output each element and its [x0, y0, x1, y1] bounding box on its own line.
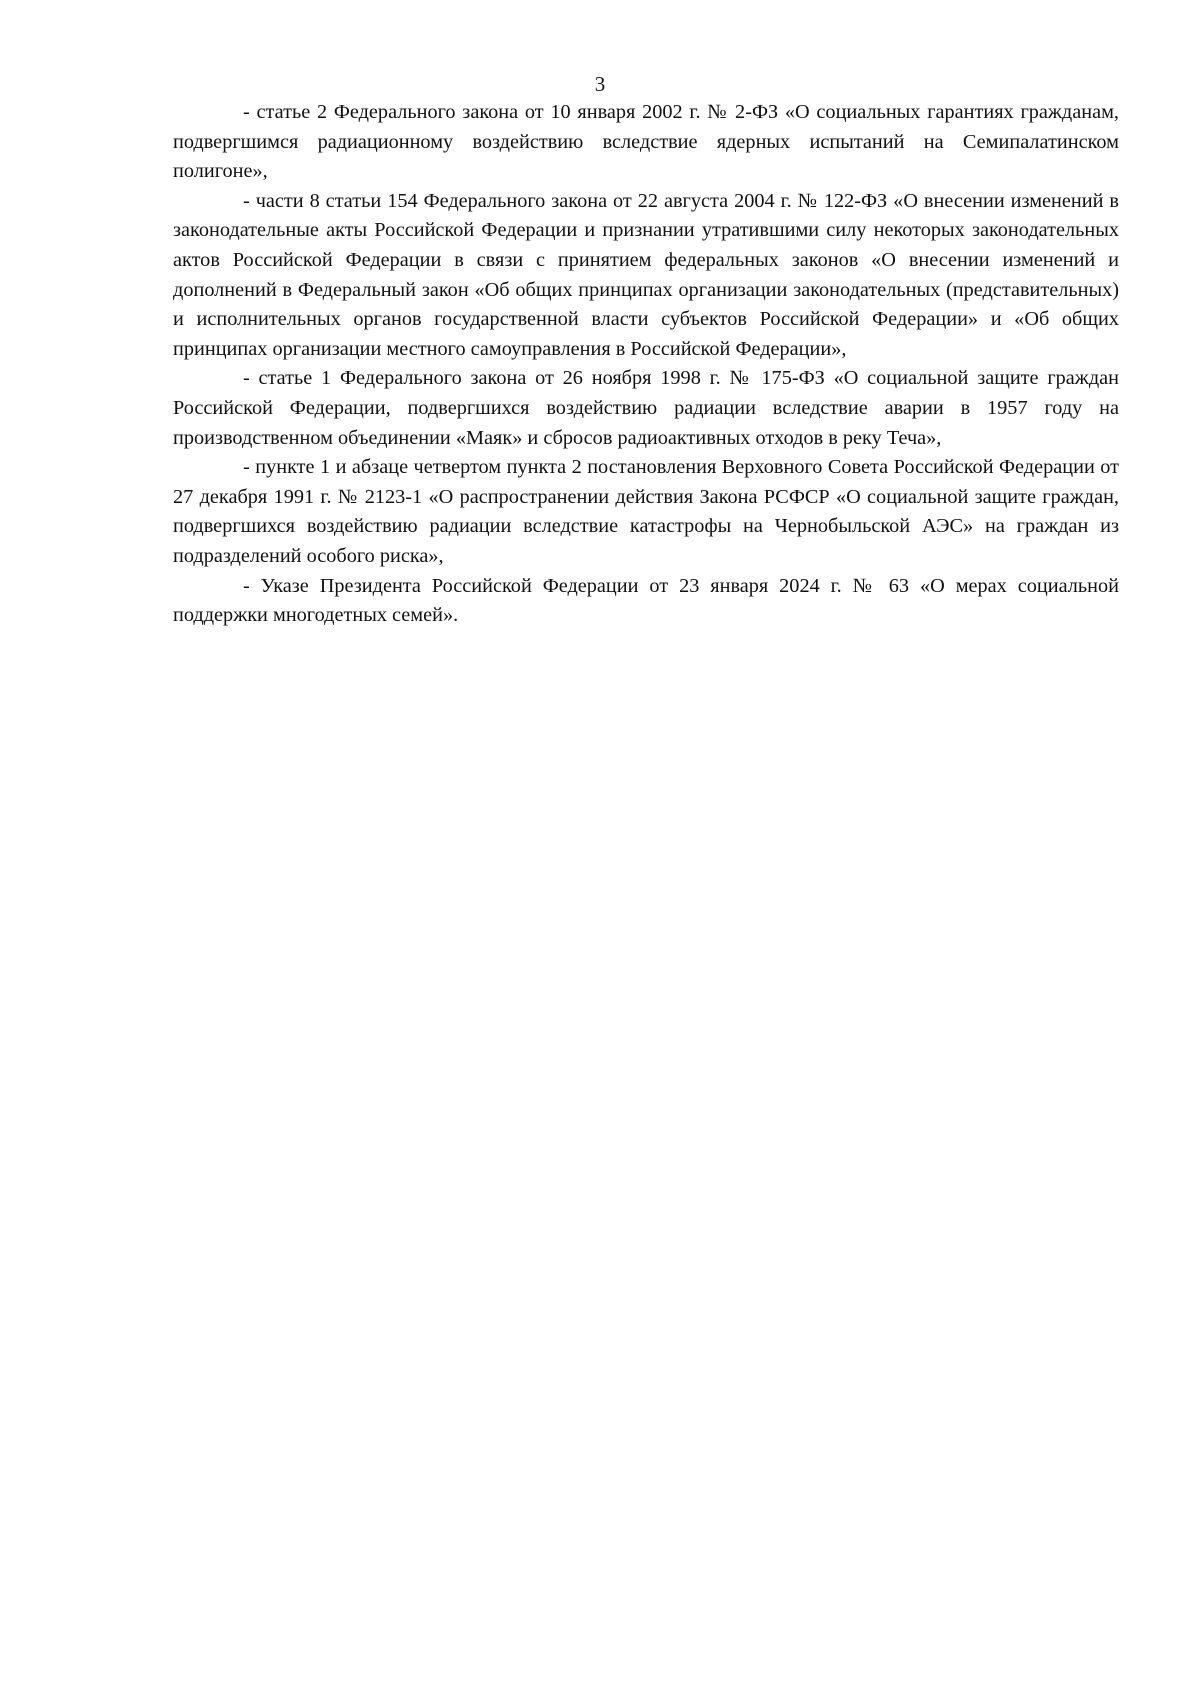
paragraph-article-2-law-2fz: - статье 2 Федерального закона от 10 января 2002 г. № 2-ФЗ «О социальных гарантиях гражданам, подвергшимся радиационному воздействию вследствие ядерных испытаний на Семипалатинском полигоне», [173, 101, 1119, 183]
page-number: 3 [594, 72, 606, 96]
paragraph-part-8-article-154-law-122fz: - части 8 статьи 154 Федерального закона от 22 августа 2004 г. № 122-ФЗ «О внесении изменений в законодательные акты Российской Федерации и признании утратившими силу некоторых законодательных актов Российской Федерации в связи с принятием федеральных законов «О внесении изменений и дополнений в Федеральный закон «Об общих принципах организации законодательных (представительных) и исполнительных органов государственной власти субъектов Российской Федерации» и «Об общих принципах организации местного самоуправления в Российской Федерации», [173, 189, 1119, 360]
paragraph-decree-63: - Указе Президента Российской Федерации от 23 января 2024 г. № 63 «О мерах социальной поддержки многодетных семей». [173, 574, 1119, 627]
paragraph-resolution-2123-1: - пункте 1 и абзаце четвертом пункта 2 постановления Верховного Совета Российской Федерации от 27 декабря 1991 г. № 2123-1 «О распространении действия Закона РСФСР «О социальной защите граждан, подвергшихся воздействию радиации вследствие катастрофы на Чернобыльской АЭС» на граждан из подразделений особого риска», [173, 456, 1119, 567]
document-body [173, 98, 1119, 631]
paragraph-article-1-law-175fz: - статье 1 Федерального закона от 26 ноября 1998 г. № 175-ФЗ «О социальной защите граждан Российской Федерации, подвергшихся воздействию радиации вследствие аварии в 1957 году на производственном объединении «Маяк» и сбросов радиоактивных отходов в реку Теча», [173, 367, 1119, 449]
